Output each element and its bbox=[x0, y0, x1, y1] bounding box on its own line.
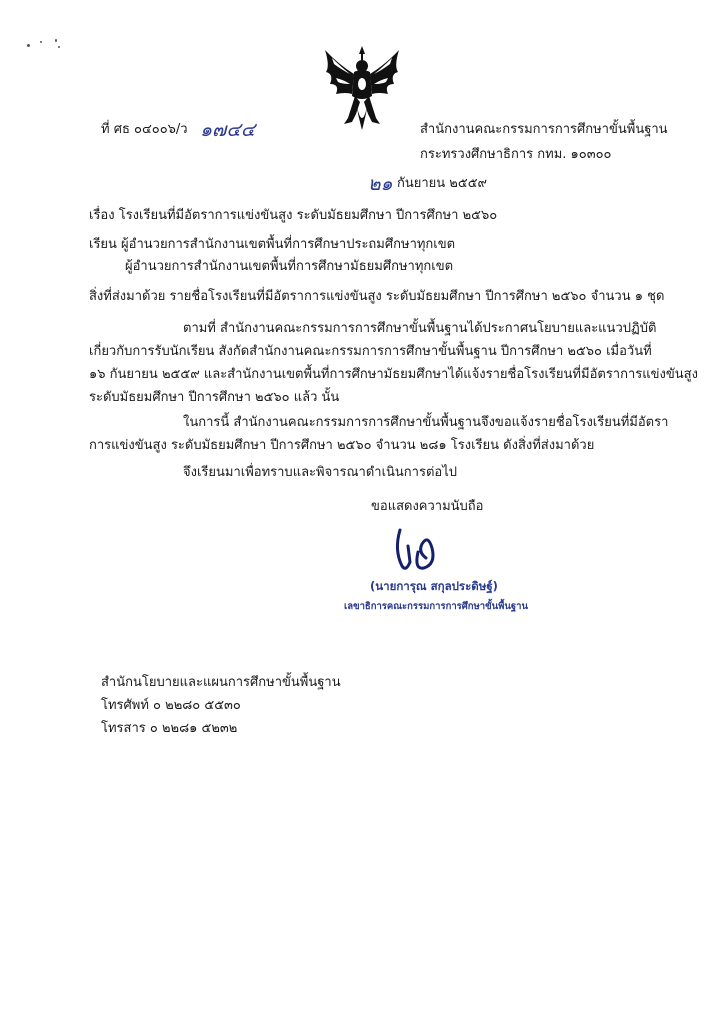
closing: ขอแสดงความนับถือ bbox=[371, 499, 484, 514]
signatory-name: (นายการุณ สกุลประดิษฐ์) bbox=[370, 579, 498, 593]
scan-speck bbox=[40, 41, 42, 43]
office-name: สำนักงานคณะกรรมการการศึกษาขั้นพื้นฐาน bbox=[420, 122, 668, 137]
paragraph-1-line-1: ตามที่ สำนักงานคณะกรรมการการศึกษาขั้นพื้นฐานได้ประกาศนโยบายและแนวปฏิบัติ bbox=[183, 321, 657, 336]
footer-fax: โทรสาร ๐ ๒๒๘๑ ๕๒๓๒ bbox=[101, 721, 238, 736]
date-day-handwritten: ๒๑ bbox=[368, 173, 393, 195]
signatory-title: เลขาธิการคณะกรรมการการศึกษาขั้นพื้นฐาน bbox=[344, 601, 528, 612]
reference-number-handwritten: ๑๗๔๔ bbox=[200, 119, 256, 141]
paragraph-3: จึงเรียนมาเพื่อทราบและพิจารณาดำเนินการต่อไป bbox=[183, 465, 457, 480]
addressee-line-1: เรียน ผู้อำนวยการสำนักงานเขตพื้นที่การศึกษาประถมศึกษาทุกเขต bbox=[89, 237, 456, 252]
paragraph-2-line-2: การแข่งขันสูง ระดับมัธยมศึกษา ปีการศึกษา ๒๕๖๐ จำนวน ๒๘๑ โรงเรียน ดังสิ่งที่ส่งมาด้วย bbox=[89, 438, 595, 453]
signature-mark bbox=[388, 522, 448, 576]
date-month-year: กันยายน ๒๕๕๙ bbox=[397, 176, 488, 191]
office-address: กระทรวงศึกษาธิการ กทม. ๑๐๓๐๐ bbox=[420, 147, 612, 162]
scan-speck bbox=[55, 39, 57, 42]
paragraph-1-line-3: ๑๖ กันยายน ๒๕๕๙ และสำนักงานเขตพื้นที่การศึกษามัธยมศึกษาได้แจ้งรายชื่อโรงเรียนที่มีอัตราการแข่งขันสูง bbox=[89, 367, 698, 382]
paragraph-1-line-2: เกี่ยวกับการรับนักเรียน สังกัดสำนักงานคณะกรรมการการศึกษาขั้นพื้นฐาน ปีการศึกษา ๒๕๖๐ เมื่อวันที่ bbox=[89, 344, 652, 359]
reference-label: ที่ ศธ ๐๔๐๐๖/ว bbox=[101, 122, 188, 137]
enclosure-line: สิ่งที่ส่งมาด้วย รายชื่อโรงเรียนที่มีอัตราการแข่งขันสูง ระดับมัธยมศึกษา ปีการศึกษา ๒๕๖๐ จำนวน ๑ ชุด bbox=[89, 289, 665, 304]
scan-speck bbox=[58, 46, 60, 48]
paragraph-1-line-4: ระดับมัธยมศึกษา ปีการศึกษา ๒๕๖๐ แล้ว นั้น bbox=[89, 390, 340, 405]
paragraph-2-line-1: ในการนี้ สำนักงานคณะกรรมการการศึกษาขั้นพื้นฐานจึงขอแจ้งรายชื่อโรงเรียนที่มีอัตรา bbox=[183, 415, 669, 430]
footer-phone: โทรศัพท์ ๐ ๒๒๘๐ ๕๕๓๐ bbox=[101, 698, 241, 713]
addressee-line-2: ผู้อำนวยการสำนักงานเขตพื้นที่การศึกษามัธยมศึกษาทุกเขต bbox=[125, 259, 454, 274]
garuda-emblem bbox=[322, 44, 402, 136]
subject-line: เรื่อง โรงเรียนที่มีอัตราการแข่งขันสูง ระดับมัธยมศึกษา ปีการศึกษา ๒๕๖๐ bbox=[89, 208, 498, 223]
scan-speck bbox=[27, 44, 30, 47]
footer-office: สำนักนโยบายและแผนการศึกษาขั้นพื้นฐาน bbox=[101, 675, 341, 690]
